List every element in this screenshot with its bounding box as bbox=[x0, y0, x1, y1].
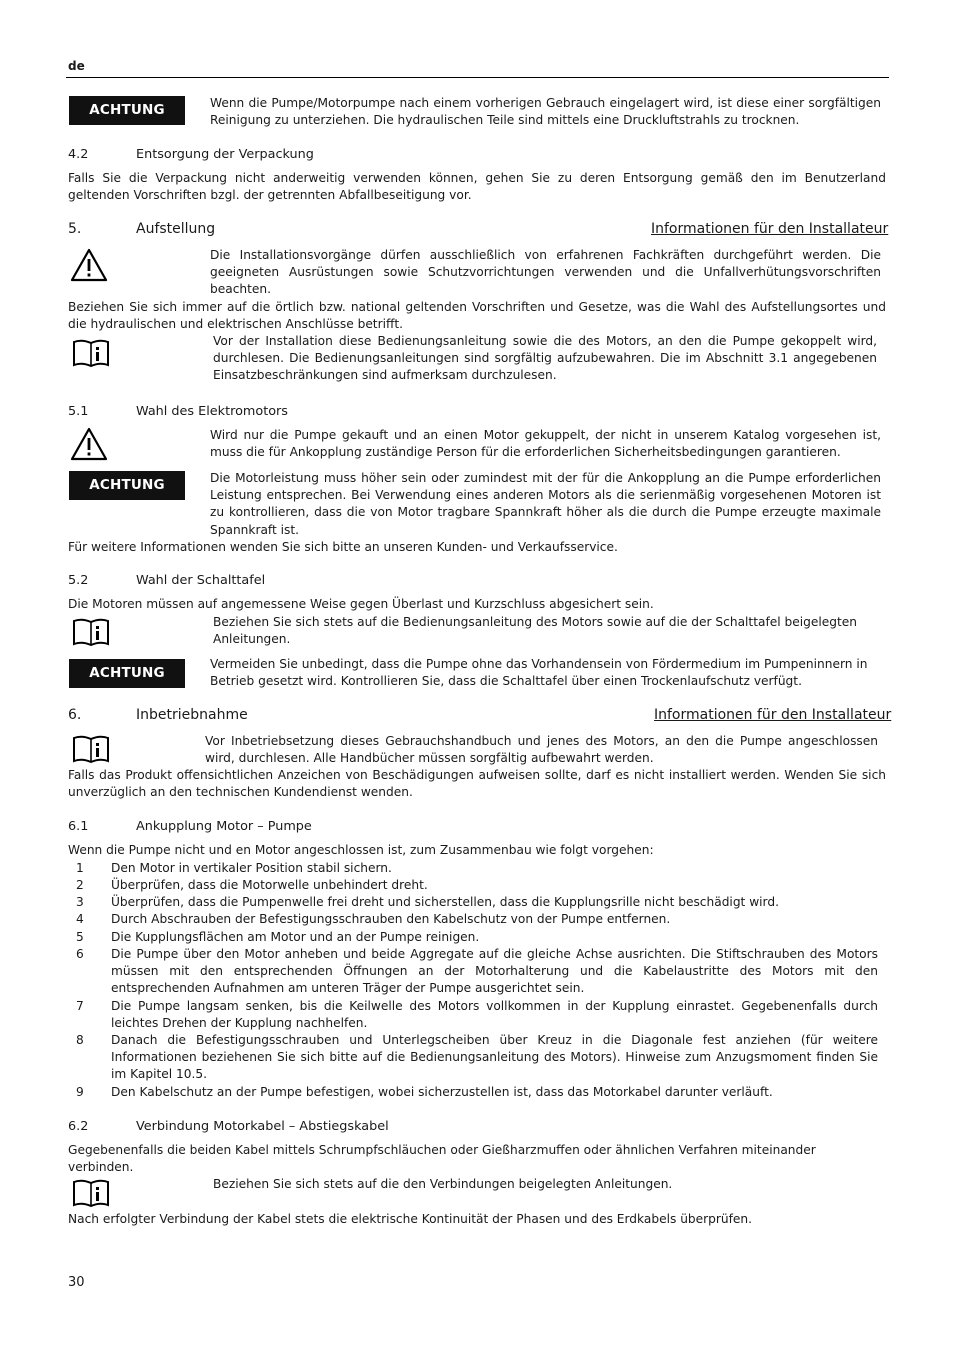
paragraph: Gegebenenfalls die beiden Kabel mittels Schrumpfschläuchen oder Gießharzmuffen oder ähnlichen Verfahren miteinander verbinden. bbox=[68, 1143, 816, 1175]
section-number: 6.2 bbox=[68, 1119, 89, 1134]
warning-text-installation: Die Installationsvorgänge dürfen ausschließlich von erfahrenen Fachkräften durchgeführt werden. Die geeigneten Ausrüstungen sowie Schutzvorrichtungen verwenden und die Unfallverhütungsvorschriften beachten. bbox=[210, 248, 881, 297]
manual-info-icon bbox=[72, 338, 110, 368]
achtung-badge: ACHTUNG bbox=[69, 471, 185, 500]
achtung-text-motor-power: Die Motorleistung muss höher sein oder zumindest mit der für die Ankopplung an die Pumpe erforderlichen Leistung entsprechen. Bei Verwendung eines anderen Motors als die serienmäßig vorgesehenen Motoren ist zu kontrollieren, dass die von Motor tragbare Spannkraft höher als die durch die Pumpe erzeugte maximale Spannkraft ist. bbox=[210, 471, 881, 537]
section-number: 4.2 bbox=[68, 147, 89, 162]
installer-info-label: Informationen für den Installateur bbox=[654, 707, 892, 723]
info-text-control-panel: Beziehen Sie sich stets auf die Bedienungsanleitung des Motors sowie auf die der Schalttafel beigelegten Anleitungen. bbox=[213, 615, 857, 647]
step-text: Den Motor in vertikaler Position stabil sichern. bbox=[111, 861, 392, 875]
manual-info-icon bbox=[72, 617, 110, 647]
step-number: 5 bbox=[76, 930, 84, 944]
step-text: Überprüfen, dass die Pumpenwelle frei dreht und sicherstellen, dass die Kupplungsrille nicht beschädigt wird. bbox=[111, 895, 779, 909]
step-number: 6 bbox=[76, 947, 84, 961]
warning-triangle-icon bbox=[70, 248, 108, 282]
step-text: Die Kupplungsflächen am Motor und an der Pumpe reinigen. bbox=[111, 930, 480, 944]
paragraph: Für weitere Informationen wenden Sie sich bitte an unseren Kunden- und Verkaufsservice. bbox=[68, 540, 618, 554]
header-rule bbox=[66, 77, 889, 78]
paragraph: Falls Sie die Verpackung nicht anderweitig verwenden können, gehen Sie zu deren Entsorgung gemäß den im Benutzerland geltenden Vorschriften bzgl. der getrennten Abfallbeseitigung vor. bbox=[68, 171, 886, 203]
section-title: Wahl des Elektromotors bbox=[136, 404, 288, 419]
achtung-text-dry-run: Vermeiden Sie unbedingt, dass die Pumpe ohne das Vorhandensein von Fördermedium im Pumpeninnern in Betrieb gesetzt wird. Kontrollieren Sie, dass die Schalttafel über einen Trockenlaufschutz verfügt. bbox=[210, 657, 868, 689]
step-number: 9 bbox=[76, 1085, 84, 1099]
warning-triangle-icon bbox=[70, 427, 108, 461]
installer-info-label: Informationen für den Installateur bbox=[651, 221, 889, 237]
info-text-commissioning: Vor Inbetriebsetzung dieses Gebrauchshandbuch und jenes des Motors, an den die Pumpe angeschlossen wird, durchlesen. Alle Handbücher müssen sorgfältig aufbewahrt werden. bbox=[205, 734, 878, 766]
step-number: 2 bbox=[76, 878, 84, 892]
page-number: 30 bbox=[68, 1275, 85, 1290]
step-number: 3 bbox=[76, 895, 84, 909]
section-number: 5. bbox=[68, 221, 82, 237]
paragraph: Wenn die Pumpe nicht und en Motor angeschlossen ist, zum Zusammenbau wie folgt vorgehen: bbox=[68, 843, 654, 857]
section-title: Aufstellung bbox=[136, 221, 216, 237]
step-number: 7 bbox=[76, 999, 84, 1013]
language-code: de bbox=[68, 59, 85, 73]
step-number: 8 bbox=[76, 1033, 84, 1047]
section-title: Ankupplung Motor – Pumpe bbox=[136, 819, 312, 834]
achtung-badge: ACHTUNG bbox=[69, 96, 185, 125]
info-text-connections: Beziehen Sie sich stets auf die den Verbindungen beigelegten Anleitungen. bbox=[213, 1177, 673, 1191]
info-text-manual: Vor der Installation diese Bedienungsanleitung sowie die des Motors, an den die Pumpe gekoppelt wird, durchlesen. Die Bedienungsanleitungen sind sorgfältig aufzubewahren. Die im Abschnitt 3.1 angegebenen Einsatzbeschränkungen sind aufmerksam durchzulesen. bbox=[213, 334, 877, 383]
step-text: Danach die Befestigungsschrauben und Unterlegscheiben über Kreuz in die Diagonale fest anziehen (für weitere Informationen beziehenen Sie sich bitte auf die Bedienungsanleitung des Motors). Hinweise zum Anzugsmoment finden Sie im Kapitel 10.5. bbox=[111, 1033, 878, 1082]
step-text: Durch Abschrauben der Befestigungsschrauben den Kabelschutz von der Pumpe entfernen. bbox=[111, 912, 671, 926]
section-number: 5.1 bbox=[68, 404, 89, 419]
paragraph: Nach erfolgter Verbindung der Kabel stets die elektrische Kontinuität der Phasen und des Erdkabels überprüfen. bbox=[68, 1212, 753, 1226]
section-title: Entsorgung der Verpackung bbox=[136, 147, 314, 162]
step-number: 1 bbox=[76, 861, 84, 875]
step-text: Die Pumpe langsam senken, bis die Keilwelle des Motors vollkommen in der Kupplung einrastet. Gegebenenfalls durch leichtes Drehen der Kupplung nachhelfen. bbox=[111, 999, 878, 1031]
section-number: 5.2 bbox=[68, 573, 89, 588]
section-number: 6.1 bbox=[68, 819, 89, 834]
step-text: Die Pumpe über den Motor anheben und beide Aggregate auf die gleiche Achse ausrichten. Die Stiftschrauben des Motors müssen mit den entsprechenden Öffnungen an der Motorhalterung und die Kabelaustritte des Motors mit den entsprechenden Aufnahmen am unteren Träger der Pumpe ausgerichtet sein. bbox=[111, 947, 878, 996]
section-number: 6. bbox=[68, 707, 82, 723]
section-title: Verbindung Motorkabel – Abstiegskabel bbox=[136, 1119, 389, 1134]
step-number: 4 bbox=[76, 912, 84, 926]
manual-info-icon bbox=[72, 1178, 110, 1208]
step-text: Den Kabelschutz an der Pumpe befestigen, wobei sicherzustellen ist, dass das Motorkabel darunter verläuft. bbox=[111, 1085, 773, 1099]
paragraph: Falls das Produkt offensichtlichen Anzeichen von Beschädigungen aufweisen sollte, darf es nicht installiert werden. Wenden Sie sich unverzüglich an den technischen Kundendienst wenden. bbox=[68, 768, 886, 800]
manual-info-icon bbox=[72, 734, 110, 764]
paragraph: Beziehen Sie sich immer auf die örtlich bzw. national geltenden Vorschriften und Gesetze, was die Wahl des Aufstellungsortes und die hydraulischen und elektrischen Anschlüsse betrifft. bbox=[68, 300, 886, 332]
section-title: Wahl der Schalttafel bbox=[136, 573, 266, 588]
paragraph: Die Motoren müssen auf angemessene Weise gegen Überlast und Kurzschluss abgesichert sein. bbox=[68, 597, 654, 611]
achtung-badge: ACHTUNG bbox=[69, 659, 185, 688]
achtung-text-storage: Wenn die Pumpe/Motorpumpe nach einem vorherigen Gebrauch eingelagert wird, ist diese einer sorgfältigen Reinigung zu unterziehen. Die hydraulischen Teile sind mittels eine Druckluftstrahls zu trocknen. bbox=[210, 96, 881, 128]
warning-text-motor: Wird nur die Pumpe gekauft und an einen Motor gekuppelt, der nicht in unserem Katalog vorgesehen ist, muss die für Ankopplung zuständige Person für die erforderlichen Sicherheitsbedingungen garantieren. bbox=[210, 428, 881, 460]
step-text: Überprüfen, dass die Motorwelle unbehindert dreht. bbox=[111, 878, 428, 892]
section-title: Inbetriebnahme bbox=[136, 707, 248, 723]
